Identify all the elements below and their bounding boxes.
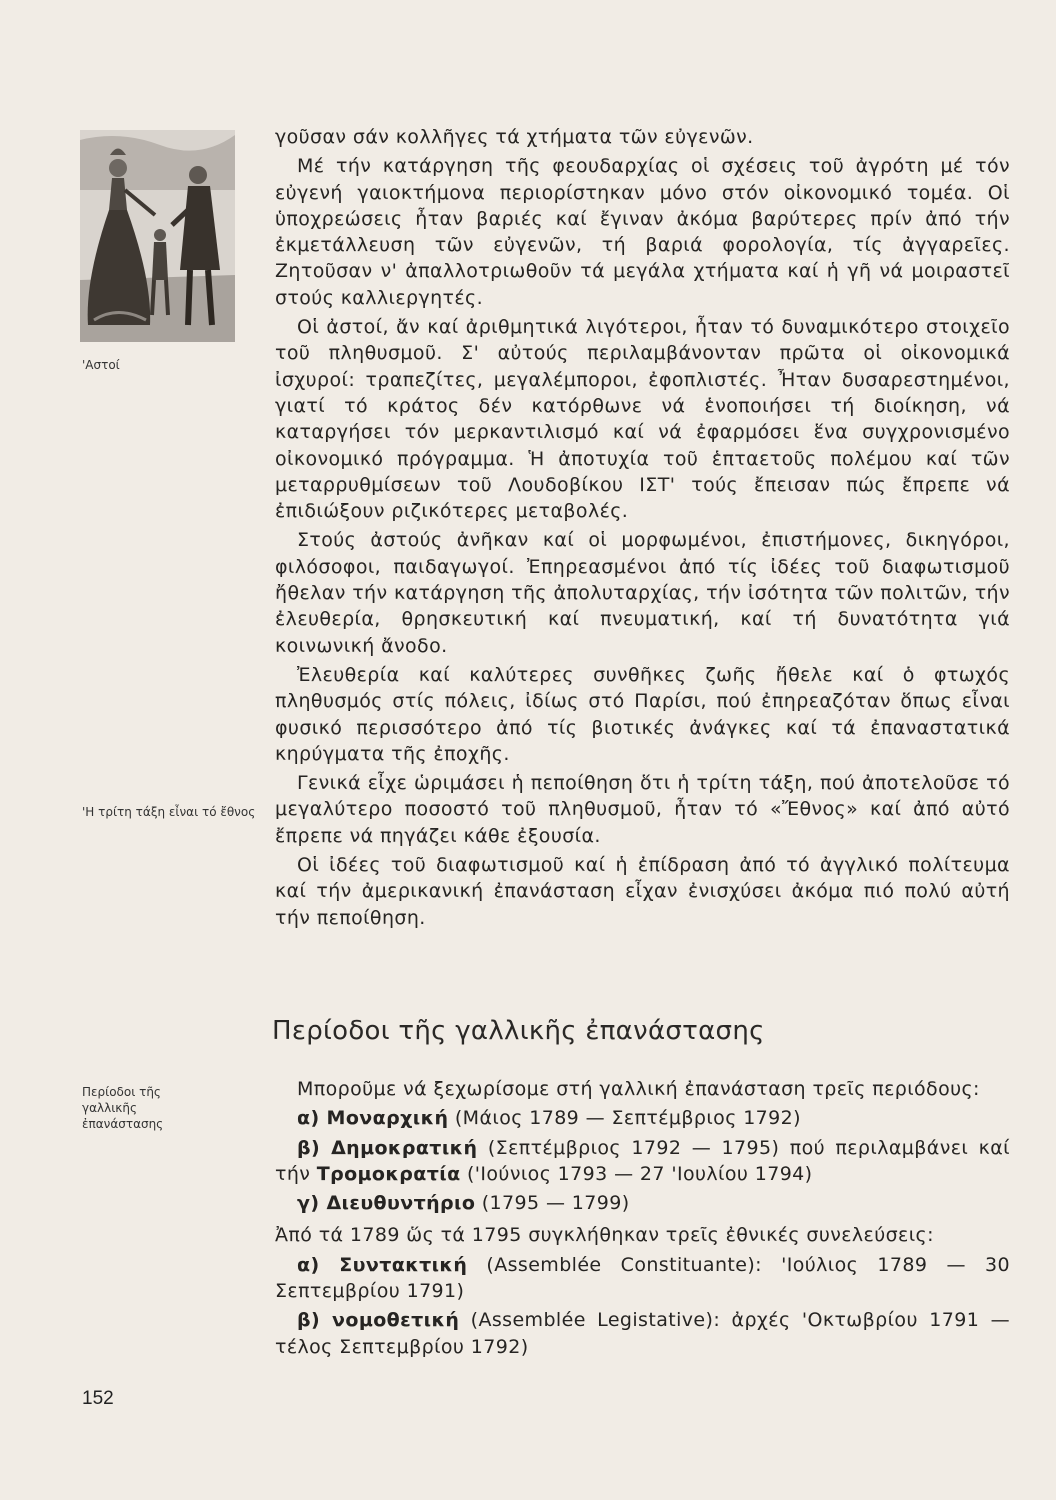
page-number: 152 [82,1388,114,1409]
assembly-label: β) νομοθετική [297,1309,460,1332]
period-subdates: ('Ιούνιος 1793 — 27 'Ιουλίου 1794) [460,1162,813,1185]
paragraph-4: Στούς ἀστούς ἀνῆκαν καί οἱ μορφωμένοι, ἐπιστήμονες, δικηγόροι, φιλόσοφοι, παιδαγωγοί. Ἐπηρεασμένοι ἀπό τίς ἰδέες τοῦ διαφωτισμοῦ ἤθελαν τήν κατάργηση τῆς ἀπολυταρχίας, τήν ἰσότητα τῶν πολιτῶν, τήν ἐλευθερία, θρησκευτική καί πνευματική, καί τή δυνατότητα γιά κοινωνική ἄνοδο. [275,529,1010,657]
assembly-item-1 [275,1252,1010,1305]
assemblies-intro: Ἀπό τά 1789 ὥς τά 1795 συγκλήθηκαν τρεῖς ἐθνικές συνελεύσεις: [275,1224,934,1247]
paragraph-5: Ἐλευθερία καί καλύτερες συνθῆκες ζωῆς ἤθελε καί ὁ φτωχός πληθυσμός στίς πόλεις, ἰδίως στό Παρίσι, πού ἐπηρεαζόταν ὅπως εἶναι φυσικό περισσότερο ἀπό τίς βιοτικές ἀνάγκες καί τά ἐπαναστατικά κηρύγματα τῆς ἐποχῆς. [275,663,1010,765]
bourgeois-engraving [80,130,235,342]
paragraph-1: γοῦσαν σάν κολλῆγες τά χτήματα τῶν εὐγενῶν. [275,126,754,148]
paragraph-3: Οἱ ἀστοί, ἄν καί ἀριθμητικά λιγότεροι, ἦταν τό δυναμικότερο στοιχεῖο τοῦ πληθυσμοῦ. Σ' αὐτούς περιλαμβάνονταν πρῶτα οἱ οἰκονομικά ἰσχυροί: τραπεζίτες, μεγαλέμποροι, ἐφοπλιστές. Ἦταν δυσαρεστημένοι, γιατί τό κράτος δέν κατόρθωνε νά ἑνοποιήσει τή διοίκηση, νά καταργήσει τόν μερκαντιλισμό καί νά ἐφαρμόσει ἕνα συγχρονισμένο οἰκονομικό πρόγραμμα. Ἡ ἀποτυχία τοῦ ἑπταετοῦς πολέμου καί τῶν μεταρρυθμίσεων τοῦ Λουδοβίκου ΙΣΤ' τούς ἔπεισαν πώς ἔπρεπε νά ἐπιδιώξουν ριζικότερες μεταβολές. [275,316,1010,523]
period-item-2 [275,1135,1010,1188]
period-dates: (1795 — 1799) [475,1192,630,1215]
engraving-figures-icon [80,130,235,342]
period-item-1 [275,1105,1010,1131]
period-dates: (Σεπτέμβριος 1792 — 1795) πού περιλαμβάνει καί τήν [275,1136,1010,1185]
assembly-label: α) Συντακτική [297,1253,468,1276]
main-text [275,124,1010,934]
assembly-text: (Assemblée Constituante): 'Ιούλιος 1789 — 30 Σεπτεμβρίου 1791) [275,1253,1010,1303]
paragraph-7: Οἱ ἰδέες τοῦ διαφωτισμοῦ καί ἡ ἐπίδραση ἀπό τό ἀγγλικό πολίτευμα καί τήν ἀμερικανική ἐπανάσταση εἶχαν ἐνισχύσει ἀκόμα πιό πολύ αὐτή τήν πεποίθηση. [275,854,1010,929]
section-intro: Μποροῦμε νά ξεχωρίσομε στή γαλλική ἐπανάσταση τρεῖς περιόδους: [297,1078,980,1100]
period-label: β) Δημοκρατική [297,1136,478,1159]
section-body [275,1076,1010,1363]
margin-note-third-estate: 'Η τρίτη τάξη εἶναι τό ἔθνος [82,805,256,819]
period-label: γ) Διευθυντήριο [297,1192,476,1215]
section-heading: Περίοδοι τῆς γαλλικῆς ἐπανάστασης [272,1016,765,1046]
paragraph-6: Γενικά εἶχε ὡριμάσει ἡ πεποίθηση ὅτι ἡ τρίτη τάξη, πού ἀποτελοῦσε τό μεγαλύτερο ποσοστό τοῦ πληθυσμοῦ, ἦταν τό «Ἔθνος» καί ἀπό αὐτό ἔπρεπε νά πηγάζει κάθε ἐξουσία. [275,772,1010,847]
period-label: α) Μοναρχική [297,1107,449,1130]
paragraph-2: Μέ τήν κατάργηση τῆς φεουδαρχίας οἱ σχέσεις τοῦ ἀγρότη μέ τόν εὐγενή γαιοκτήμονα περιορίστηκαν μόνο στόν οἰκονομικό τομέα. Οἱ ὑποχρεώσεις ἦταν βαριές καί ἔγιναν ἀκόμα βαρύτερες πρίν ἀπό τήν ἐκμετάλλευση τῶν εὐγενῶν, τή βαριά φορολογία, τίς ἀγγαρεῖες. Ζητοῦσαν ν' ἀπαλλοτριωθοῦν τά μεγάλα χτήματα καί ἡ γῆ νά μοιραστεῖ στούς καλλιεργητές. [275,155,1010,309]
margin-note-periods: Περίοδοι τῆς γαλλικῆς ἐπανάστασης [82,1085,164,1131]
period-sublabel: Τρομοκρατία [316,1162,461,1185]
margin-note-astoi: 'Αστοί [82,358,120,372]
assembly-item-2 [275,1307,1010,1360]
period-item-3 [275,1190,1010,1216]
assembly-text: (Assemblée Legistative): ἀρχές 'Οκτωβρίου 1791 — τέλος Σεπτεμβρίου 1792) [275,1309,1010,1358]
period-dates: (Μάιος 1789 — Σεπτέμβριος 1792) [448,1107,801,1130]
